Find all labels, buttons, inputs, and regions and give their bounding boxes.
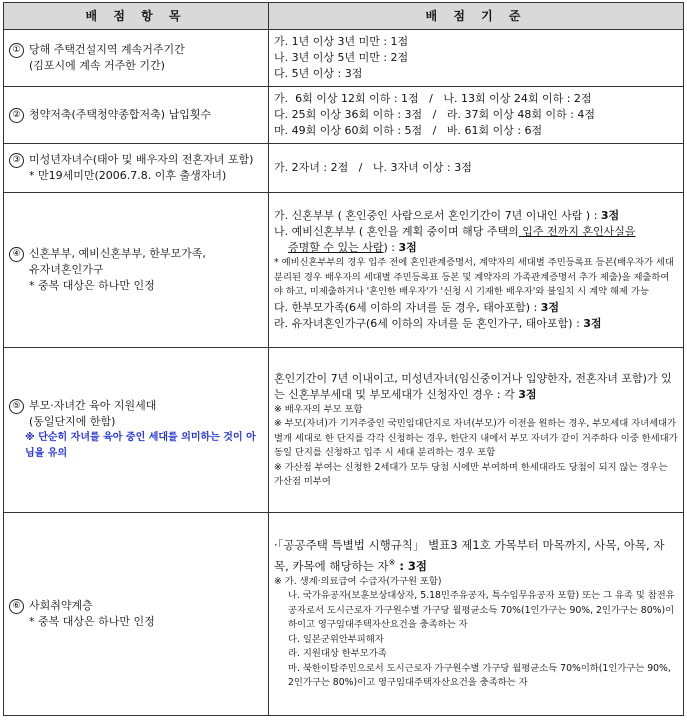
table-row (4, 513, 684, 716)
criteria-note: ※ 가산점 부여는 신청한 2세대가 모두 당첨 시에만 부여하며 한세대라도 당첨이 되지 않는 경우는 가산점 미부여 (274, 461, 668, 487)
table-row (4, 30, 684, 87)
criteria-cell (269, 30, 684, 87)
criteria-line: 라. 유자녀혼인가구(6세 이하의 자녀를 둔 혼인가구, 태아포함) : 3점 (274, 316, 602, 330)
item-label: 부모·자녀간 육아 지원세대 (29, 399, 157, 412)
criteria-note: 나. 국가유공자(보훈보상대상자, 5.18민주유공자, 특수임무유공자 포함) 또는 그 유족 및 참전유공자로서 도시근로자 가구원수별 가구당 월평균소득 70%(1인가구는 90%, 2인가구는 80%)이하이고 영구임대주택자산요건을 충족하는 자 (288, 590, 675, 631)
item-sub: * 만19세미만(2006.7.8. 이후 출생자녀) (29, 169, 227, 182)
criteria-line: 나. 예비신혼부부 ( 혼인을 계획 중이며 해당 주택의 입주 전까지 혼인사실을 증명할 수 있는 사람) : 3점 (274, 225, 636, 255)
table-header (4, 3, 684, 30)
criteria-note: 라. 지원대상 한부모가족 (288, 648, 387, 660)
item-label: 사회취약계층 (29, 599, 93, 612)
table-row (4, 87, 684, 144)
item-label: 청약저축(주택청약종합저축) 납입횟수 (29, 108, 212, 121)
item-sub: (동일단지에 한함) (29, 415, 116, 428)
criteria-note: 마. 북한이탈주민으로서 도시근로자 가구원수별 가구당 월평균소득 70%이하(1인가구는 90%, 2인가구는 80%)이고 영구임대주택자산요건을 충족하는 자 (288, 662, 671, 689)
criteria-cell (269, 193, 684, 348)
criteria-line: 가. 6회 이상 12회 이하 : 1점 / 나. 13회 이상 24회 이하 : 2점 (274, 92, 592, 105)
criteria-line: 혼인기간이 7년 이내이고, 미성년자녀(임신중이거나 입양한자, 전혼자녀 포함)가 있는 신혼부부세대 및 부모세대가 신청자인 경우 : 각 3점 (274, 371, 672, 401)
scoring-table (3, 2, 684, 716)
table-row (4, 193, 684, 348)
criteria-line: 가. 1년 이상 3년 미만 : 1점 (274, 35, 409, 48)
item-sub: * 중복 대상은 하나만 인정 (29, 615, 155, 628)
criteria-line: 다. 25회 이상 36회 이하 : 3점 / 라. 37회 이상 48회 이하 : 4점 (274, 108, 596, 121)
criteria-note: ※ 배우자의 부모 포함 (274, 403, 363, 415)
criteria-line: 가. 2자녀 : 2점 / 나. 3자녀 이상 : 3점 (274, 161, 472, 174)
item-cell (4, 193, 269, 348)
header-criteria: 배 점 기 준 (269, 3, 684, 30)
row-number: ⑥ (9, 599, 24, 614)
criteria-cell (269, 513, 684, 716)
item-sub: (김포시에 계속 거주한 기간) (29, 59, 165, 72)
item-cell (4, 144, 269, 193)
criteria-note: ※ 가. 생계·의료급여 수급자(가구원 포함) (274, 575, 442, 587)
criteria-line: 가. 신혼부부 ( 혼인중인 사람으로서 혼인기간이 7년 이내인 사람 ) : 3점 (274, 209, 620, 223)
table-row (4, 144, 684, 193)
criteria-line: 마. 49회 이상 60회 이하 : 5점 / 바. 61회 이상 : 6점 (274, 124, 543, 137)
criteria-note: 다. 일본군위안부피해자 (288, 633, 384, 645)
criteria-note: ※ 부모(자녀)가 기거주중인 국민임대단지로 자녀(부모)가 이전을 원하는 경우, 부모세대 자녀세대가 별개 세대로 한 단지를 각각 신청하는 경우, 한단지 내에서 부모 자녀가 같이 거주하다 이중 한세대가 동일 단지를 신청하고 입주 시 세대 분리하는 경우 포함 (274, 418, 678, 458)
item-cell (4, 348, 269, 513)
criteria-line: 다. 5년 이상 : 3점 (274, 67, 363, 80)
item-cell (4, 87, 269, 144)
row-number: ⑤ (9, 399, 24, 414)
criteria-cell (269, 348, 684, 513)
criteria-cell (269, 144, 684, 193)
table-row (4, 348, 684, 513)
item-label-cont: 유자녀혼인가구 (29, 263, 104, 276)
header-item: 배 점 항 목 (4, 3, 269, 30)
row-number: ② (9, 108, 24, 123)
criteria-line: 다. 한부모가족(6세 이하의 자녀를 둔 경우, 태아포함) : 3점 (274, 300, 560, 314)
criteria-note: * 예비신혼부부의 경우 입주 전에 혼인관계증명서, 계약자의 세대별 주민등록표 등본(배우자가 세대 분리된 경우 배우자의 세대별 주민등록표 등본 및 계약자의 가족관계증명서 추가 제출)을 제출하여야 하고, 미제출하거나 '혼인한 배우자'가 '신청 시 기재한 배우자'와 불일치 시 계약 해제 가능 (274, 257, 675, 298)
item-label: 당해 주택건설지역 계속거주기간 (29, 43, 185, 56)
item-warning: ※ 단순히 자녀를 육아 중인 세대를 의미하는 것이 아님을 유의 (25, 432, 256, 459)
item-label: 미성년자녀수(태아 및 배우자의 전혼자녀 포함) (29, 153, 254, 166)
row-number: ④ (9, 247, 24, 262)
item-cell (4, 513, 269, 716)
item-label: 신혼부부, 예비신혼부부, 한부모가족, (29, 247, 206, 260)
item-cell (4, 30, 269, 87)
criteria-line: ·「공공주택 특별법 시행규칙」 별표3 제1호 가목부터 마목까지, 사목, 아목, 자목, 카목에 해당하는 자※ : 3점 (274, 538, 665, 573)
criteria-cell (269, 87, 684, 144)
criteria-line: 나. 3년 이상 5년 미만 : 2점 (274, 51, 409, 64)
row-number: ③ (9, 153, 24, 168)
row-number: ① (9, 43, 24, 58)
item-sub: * 중복 대상은 하나만 인정 (29, 279, 155, 292)
